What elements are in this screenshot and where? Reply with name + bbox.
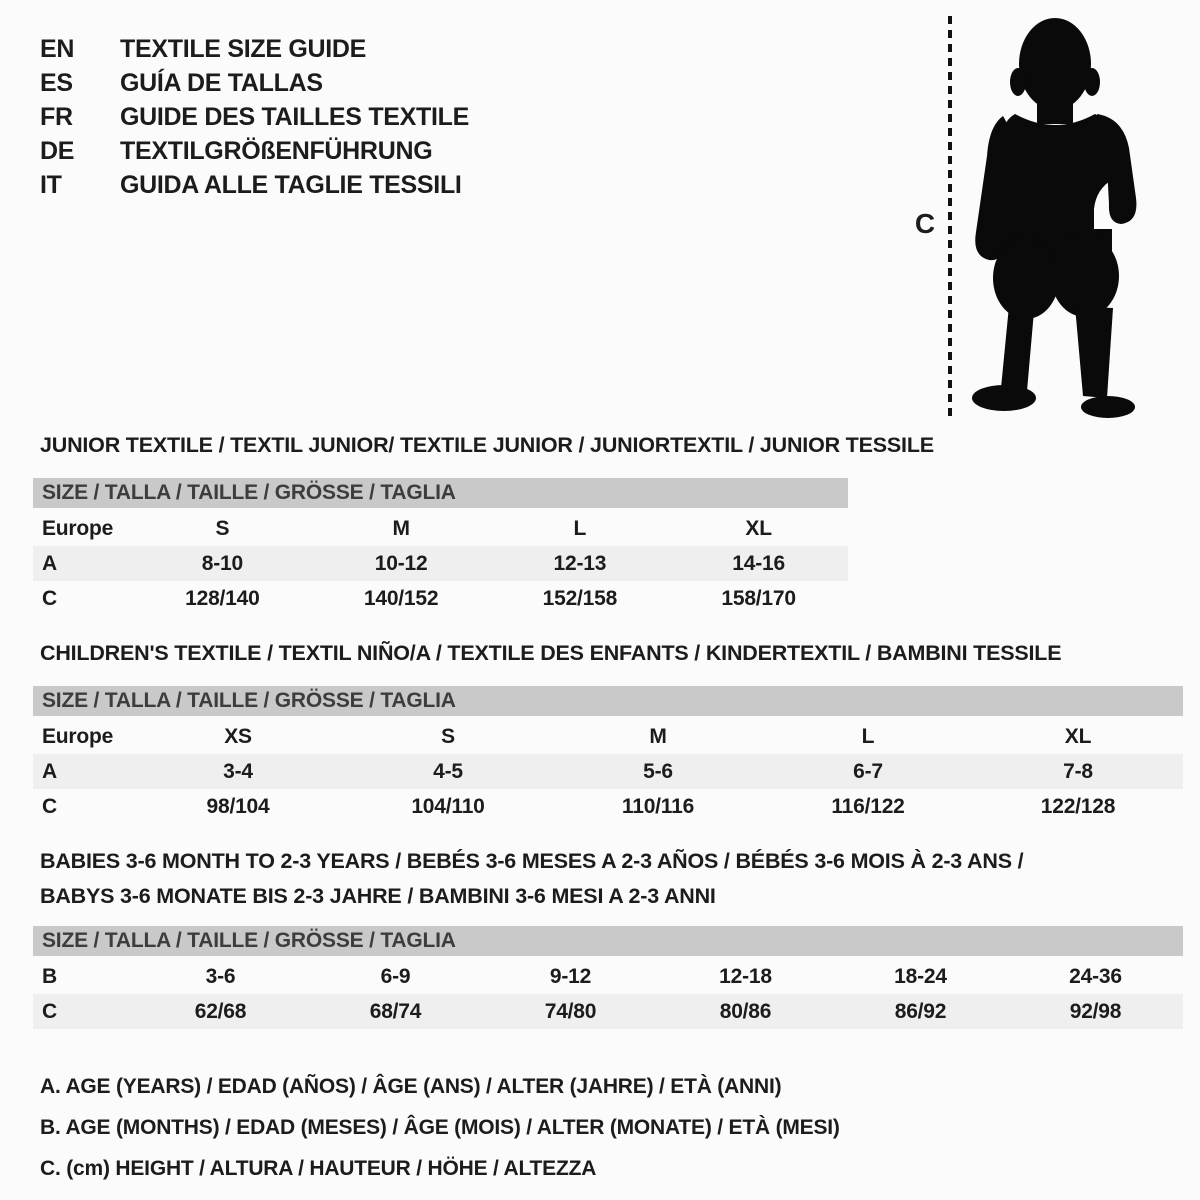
table-cell: 62/68 (194, 1000, 247, 1023)
table-header-size: SIZE / TALLA / TAILLE / GRÖSSE / TAGLIA (33, 926, 1183, 956)
table-cell: 6-7 (853, 760, 883, 783)
language-code: EN (40, 35, 75, 63)
language-title: TEXTILE SIZE GUIDE (120, 35, 367, 63)
toddler-short-left (993, 237, 1059, 319)
table-cell: 24-36 (1069, 965, 1122, 988)
table-cell: 98/104 (206, 795, 270, 818)
measurement-legend (40, 1066, 840, 1189)
table-cell: 10-12 (374, 552, 428, 575)
language-code: IT (40, 171, 62, 199)
row-label: B (42, 965, 57, 988)
table-row-height (33, 994, 1183, 1029)
table-cell: 12-13 (553, 552, 607, 575)
language-code: FR (40, 103, 73, 131)
table-cell: 14-16 (732, 552, 785, 575)
table-cell: 104/110 (411, 795, 485, 818)
height-measure-label: C (914, 208, 936, 239)
legend-height-cm: C. (cm) HEIGHT / ALTURA / HAUTEUR / HÖHE / ALTEZZA (40, 1157, 597, 1180)
table-cell: 110/116 (621, 795, 695, 818)
table-cell: 122/128 (1040, 795, 1116, 818)
table-row-height (33, 789, 1183, 824)
language-row-fr (40, 100, 469, 134)
table-cell: 116/122 (831, 795, 905, 818)
row-label: A (42, 760, 57, 783)
table-row-europe (33, 719, 1183, 754)
toddler-foot-left (972, 385, 1036, 411)
toddler-ear-left (1010, 68, 1026, 96)
babies-section-title-line2: BABYS 3-6 MONATE BIS 2-3 JAHRE / BAMBINI 3-6 MESI A 2-3 ANNI (40, 884, 716, 908)
language-row-en (40, 32, 469, 66)
children-section-title: CHILDREN'S TEXTILE / TEXTIL NIÑO/A / TEXTILE DES ENFANTS / KINDERTEXTIL / BAMBINI TESSILE (40, 641, 1062, 665)
language-title: GUIDE DES TAILLES TEXTILE (120, 103, 470, 131)
table-cell: XL (1064, 725, 1092, 748)
table-cell: 9-12 (549, 965, 592, 988)
table-cell: 140/152 (363, 587, 439, 610)
table-cell: 74/80 (544, 1000, 597, 1023)
table-row-age (33, 546, 848, 581)
babies-section-title-line1: BABIES 3-6 MONTH TO 2-3 YEARS / BEBÉS 3-6 MESES A 2-3 AÑOS / BÉBÉS 3-6 MOIS À 2-3 ANS / (40, 849, 1024, 873)
table-cell: S (215, 517, 230, 540)
children-size-table (33, 686, 1183, 824)
language-title: GUÍA DE TALLAS (120, 69, 323, 97)
language-code: ES (40, 69, 73, 97)
toddler-short-right (1051, 235, 1119, 317)
table-row-age (33, 754, 1183, 789)
table-cell: 3-4 (223, 760, 253, 783)
table-row-europe (33, 511, 848, 546)
row-label: Europe (42, 517, 114, 540)
table-cell: 158/170 (721, 587, 796, 610)
table-cell: 12-18 (719, 965, 772, 988)
table-cell: 7-8 (1063, 760, 1093, 783)
table-row-age-months (33, 959, 1183, 994)
table-cell: 8-10 (201, 552, 243, 575)
table-header-size: SIZE / TALLA / TAILLE / GRÖSSE / TAGLIA (33, 686, 1183, 716)
language-title-list (40, 32, 469, 202)
toddler-ear-right (1084, 68, 1100, 96)
table-cell: 80/86 (719, 1000, 772, 1023)
table-cell: L (861, 725, 875, 748)
toddler-silhouette (963, 14, 1143, 419)
height-measure-dashed-line (948, 16, 952, 416)
table-cell: XS (224, 725, 252, 748)
language-row-de (40, 134, 469, 168)
table-cell: L (573, 517, 587, 540)
language-row-it (40, 168, 469, 202)
legend-age-months: B. AGE (MONTHS) / EDAD (MESES) / ÂGE (MOIS) / ALTER (MONATE) / ETÀ (MESI) (40, 1116, 840, 1139)
table-cell: M (649, 725, 667, 748)
junior-size-table (33, 478, 848, 616)
row-label: C (42, 587, 57, 610)
junior-section-title: JUNIOR TEXTILE / TEXTIL JUNIOR/ TEXTILE JUNIOR / JUNIORTEXTIL / JUNIOR TESSILE (40, 433, 934, 457)
table-cell: 5-6 (643, 760, 673, 783)
table-cell: 92/98 (1069, 1000, 1122, 1023)
language-code: DE (40, 137, 75, 165)
table-cell: 128/140 (185, 587, 260, 610)
table-cell: 86/92 (894, 1000, 947, 1023)
language-title: TEXTILGRÖßENFÜHRUNG (120, 137, 433, 165)
table-cell: 68/74 (369, 1000, 422, 1023)
toddler-neck (1037, 94, 1073, 124)
table-cell: S (441, 725, 455, 748)
language-row-es (40, 66, 469, 100)
table-header-size: SIZE / TALLA / TAILLE / GRÖSSE / TAGLIA (33, 478, 848, 508)
table-row-height (33, 581, 848, 616)
table-cell: 152/158 (542, 587, 618, 610)
toddler-leg-left (1001, 306, 1034, 391)
table-cell: M (392, 517, 410, 540)
row-label: A (42, 552, 57, 575)
table-cell: 18-24 (894, 965, 947, 988)
table-cell: XL (745, 517, 772, 540)
language-title: GUIDA ALLE TAGLIE TESSILI (120, 171, 462, 199)
row-label: C (42, 1000, 57, 1023)
row-label: C (42, 795, 57, 818)
legend-age-years: A. AGE (YEARS) / EDAD (AÑOS) / ÂGE (ANS) / ALTER (JAHRE) / ETÀ (ANNI) (40, 1075, 782, 1098)
toddler-foot-right (1081, 396, 1135, 418)
babies-size-table (33, 926, 1183, 1029)
table-cell: 3-6 (205, 965, 236, 988)
row-label: Europe (42, 725, 114, 748)
table-cell: 6-9 (380, 965, 411, 988)
toddler-leg-right (1075, 306, 1113, 398)
table-cell: 4-5 (433, 760, 463, 783)
